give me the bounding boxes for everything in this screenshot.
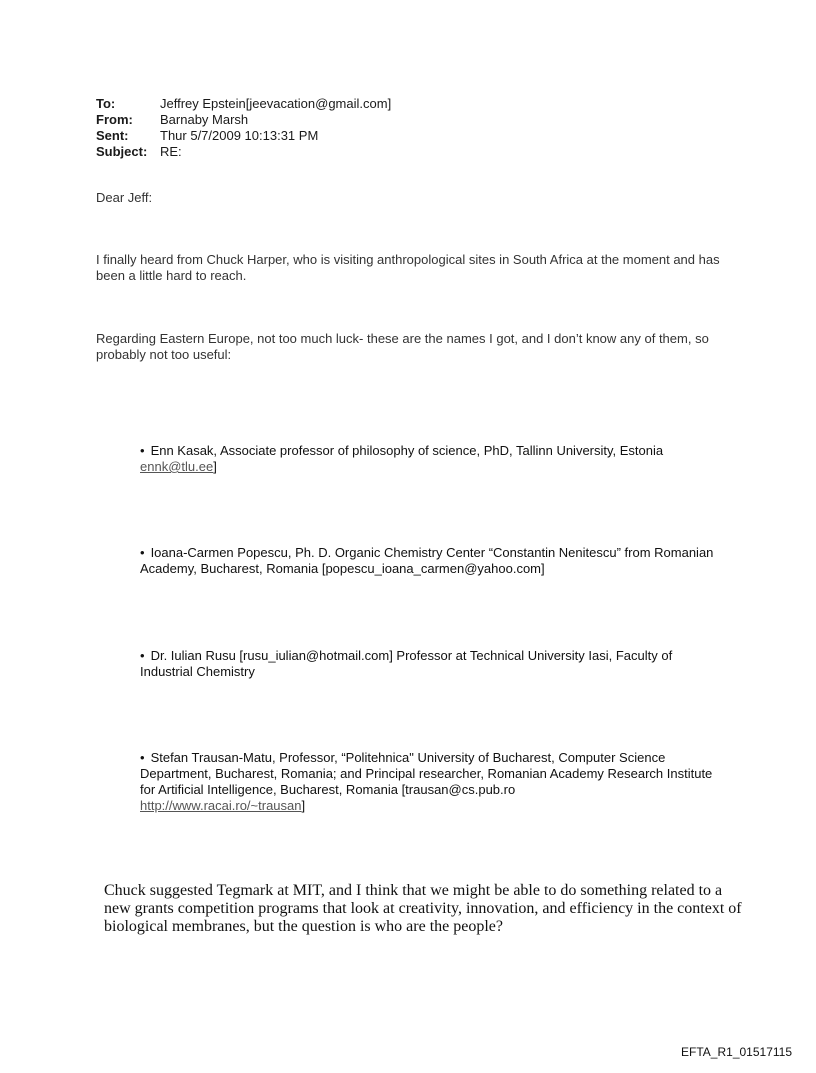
bracket-text: ] [213, 459, 217, 474]
from-label: From: [96, 112, 133, 127]
list-item [140, 648, 720, 680]
document-id: EFTA_R1_01517115 [681, 1045, 792, 1059]
bullet-icon: • [140, 545, 145, 560]
from-value: Barnaby Marsh [160, 112, 249, 127]
sent-value: Thur 5/7/2009 10:13:31 PM [160, 128, 319, 143]
from-row [96, 112, 391, 128]
web-link[interactable]: http://www.racai.ro/~trausan [140, 798, 302, 813]
list-item-text: Enn Kasak, Associate professor of philosophy of science, PhD, Tallinn University, Estonia [150, 443, 664, 458]
email-link[interactable]: ennk@tlu.ee [140, 459, 214, 474]
list-item [140, 750, 720, 814]
sent-row [96, 128, 391, 144]
list-item-text: Dr. Iulian Rusu [rusu_iulian@hotmail.com] Professor at Technical University Iasi, Faculty of Industrial Chemistry [140, 648, 673, 679]
sent-label: Sent: [96, 128, 129, 143]
bullet-icon: • [140, 648, 145, 663]
list-item-text: Stefan Trausan-Matu, Professor, “Politehnica" University of Bucharest, Computer Science Department, Bucharest, Romania; and Principal researcher, Romanian Academy Research Institute for Artificial Intelligence, Bucharest, Romania [trausan@cs.pub.ro [140, 750, 713, 797]
to-row [96, 96, 391, 112]
subject-row [96, 144, 391, 160]
list-item-text: Ioana-Carmen Popescu, Ph. D. Organic Chemistry Center “Constantin Nenitescu” from Romanian Academy, Bucharest, Romania [popescu_ioana_carmen@yahoo.com] [140, 545, 714, 576]
list-item [140, 545, 720, 577]
list-item [140, 443, 720, 475]
bullet-icon: • [140, 750, 145, 765]
bullet-icon: • [140, 443, 145, 458]
greeting: Dear Jeff: [96, 190, 153, 205]
email-header [96, 96, 391, 160]
to-value: Jeffrey Epstein[jeevacation@gmail.com] [160, 96, 392, 111]
bracket-text: ] [301, 798, 306, 813]
subject-label: Subject: [96, 144, 148, 159]
closing-paragraph: Chuck suggested Tegmark at MIT, and I think that we might be able to do something related to a new grants competition programs that look at creativity, innovation, and efficiency in the context of biological membranes, but the question is who are the people? [104, 882, 742, 935]
paragraph-2: Regarding Eastern Europe, not too much luck- these are the names I got, and I don’t know any of them, so probably not too useful: [96, 331, 709, 362]
paragraph-1: I finally heard from Chuck Harper, who is visiting anthropological sites in South Africa at the moment and has been a little hard to reach. [96, 252, 720, 283]
subject-value: RE: [160, 144, 182, 159]
to-label: To: [96, 96, 116, 111]
